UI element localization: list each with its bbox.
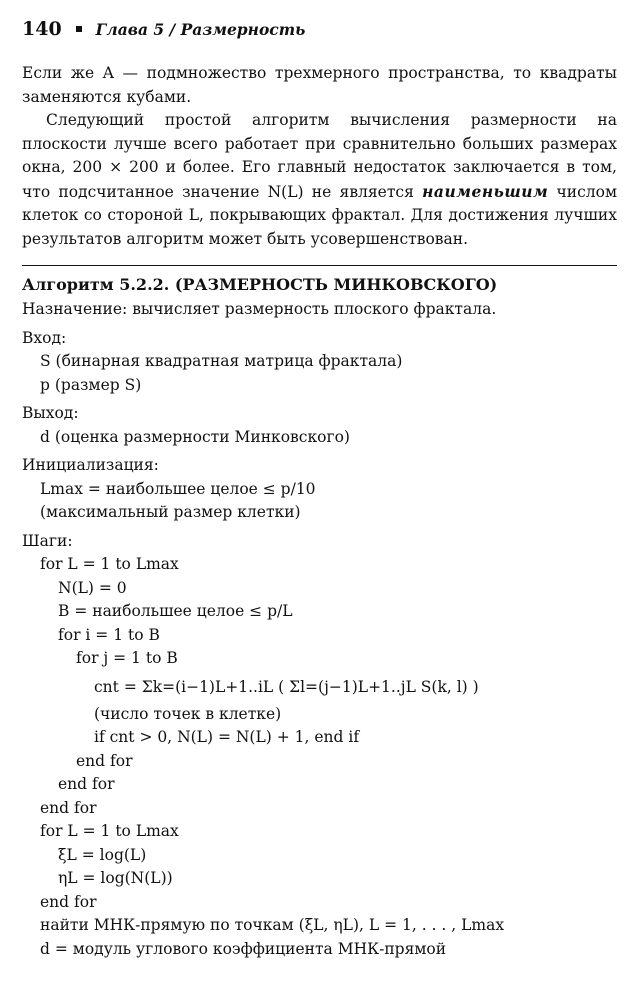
- emphasis-word: наименьшим: [422, 181, 549, 201]
- step-line: B = наибольшее целое ≤ p/L: [58, 602, 293, 620]
- init-line-2: (максимальный размер клетки): [40, 503, 301, 521]
- step-line: N(L) = 0: [58, 578, 127, 597]
- algorithm-name: (РАЗМЕРНОСТЬ МИНКОВСКОГО): [174, 275, 498, 294]
- step-line: end for: [40, 892, 97, 911]
- output-label: Выход:: [22, 404, 79, 422]
- intro-paragraph-2-part-b: числом клеток со стороной L, покрывающих фрактал. Для достижения лучших результатов алгоритм может быть усовершенствован.: [22, 182, 618, 248]
- step-line: d = модуль углового коэффициента МНК-прямой: [40, 939, 447, 958]
- step-line-cnt-formula: cnt = Σk=(i−1)L+1..iL ( Σl=(j−1)L+1..jL S(k, l) ): [94, 677, 479, 696]
- algorithm-divider: [22, 265, 617, 266]
- input-line-2: p (размер S): [40, 375, 142, 394]
- step-line: for i = 1 to B: [58, 625, 160, 644]
- page-number: 140: [22, 18, 62, 40]
- init-line-1: Lmax = наибольшее целое ≤ p/10: [40, 479, 316, 498]
- page-header: [22, 18, 617, 40]
- intro-paragraph-2-part-a: Следующий простой алгоритм вычисления размерности на плоскости лучше всего работает при сравнительно больших размерах окна, 200 × 200 и более. Его главный недостаток заключается в том, что подсчитанное значение N(L) не является: [22, 111, 617, 201]
- step-line: end for: [40, 798, 97, 817]
- input-line-1: S (бинарная квадратная матрица фрактала): [40, 352, 403, 370]
- step-line: найти МНК-прямую по точкам (ξL, ηL), L = 1, . . . , Lmax: [40, 916, 505, 934]
- running-head: Глава 5 / Размерность: [95, 20, 306, 39]
- step-line: for L = 1 to Lmax: [40, 822, 179, 840]
- algorithm-purpose: Назначение: вычисляет размерность плоского фрактала.: [22, 300, 497, 318]
- step-line: for j = 1 to B: [76, 649, 178, 667]
- header-square-bullet-icon: [76, 26, 82, 32]
- intro-paragraph-1: Если же A — подмножество трехмерного пространства, то квадраты заменяются кубами.: [22, 64, 617, 106]
- step-line: end for: [58, 775, 115, 793]
- step-line: (число точек в клетке): [94, 704, 282, 723]
- step-line: end for: [76, 751, 133, 770]
- algorithm-title: [22, 272, 617, 298]
- init-label: Инициализация:: [22, 456, 159, 474]
- output-line-1: d (оценка размерности Минковского): [40, 427, 350, 446]
- intro-paragraph-2: [22, 109, 617, 251]
- step-line: for L = 1 to Lmax: [40, 555, 179, 573]
- step-line: if cnt > 0, N(L) = N(L) + 1, end if: [94, 728, 360, 746]
- step-line: ηL = log(N(L)): [58, 869, 173, 887]
- algorithm-label: Алгоритм 5.2.2.: [22, 275, 170, 294]
- step-line: ξL = log(L): [58, 845, 147, 864]
- steps-label: Шаги:: [22, 531, 73, 550]
- input-label: Вход:: [22, 328, 67, 347]
